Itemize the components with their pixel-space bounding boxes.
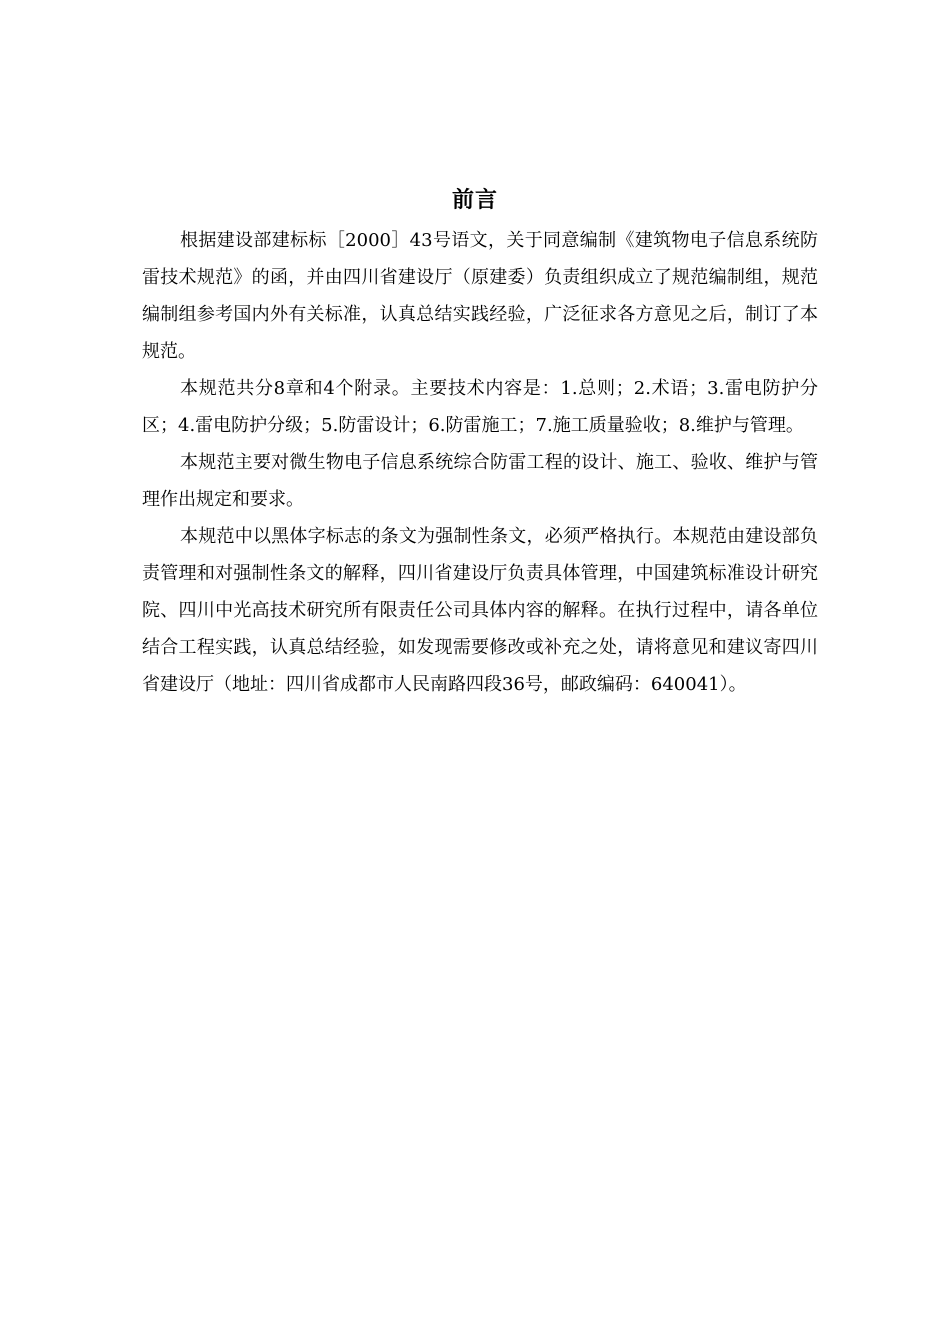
paragraph-4: 本规范中以黑体字标志的条文为强制性条文，必须严格执行。本规范由建设部负责管理和对强制性条文的解释，四川省建设厅负责具体管理，中国建筑标准设计研究院、四川中光高技术研究所有限责任公司具体内容的解释。在执行过程中，请各单位结合工程实践，认真总结经验，如发现需要修改或补充之处，请将意见和建议寄四川省建设厅（地址：四川省成都市人民南路四段36号，邮政编码：640041）。 [142,526,818,695]
page-title: 前言 [451,187,498,213]
paragraph-1: 根据建设部建标标［2000］43号语文，关于同意编制《建筑物电子信息系统防雷技术规范》的函，并由四川省建设厅（原建委）负责组织成立了规范编制组，规范编制组参考国内外有关标准，认真总结实践经验，广泛征求各方意见之后，制订了本规范。 [142,230,818,362]
document-body [142,222,818,703]
paragraph-2: 本规范共分8章和4个附录。主要技术内容是：1.总则；2.术语；3.雷电防护分区；4.雷电防护分级；5.防雷设计；6.防雷施工；7.施工质量验收；8.维护与管理。 [142,378,818,436]
paragraph-3: 本规范主要对微生物电子信息系统综合防雷工程的设计、施工、验收、维护与管理作出规定和要求。 [142,452,818,510]
